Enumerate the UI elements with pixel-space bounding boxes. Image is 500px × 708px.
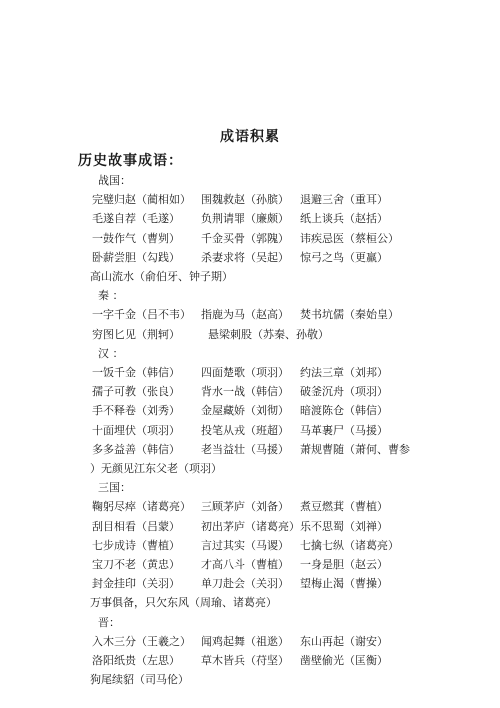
idiom-entry: 负荆请罪（廉颇） xyxy=(201,212,289,226)
idiom-entry: 封金挂印（关羽） xyxy=(92,577,180,591)
idiom-row xyxy=(0,555,500,574)
idiom-entry: 背水一战（韩信） xyxy=(201,385,289,399)
idiom-entry: 万事俱备，只欠东风（周瑜、诸葛亮） xyxy=(90,596,277,610)
idiom-row xyxy=(0,670,500,689)
idiom-row xyxy=(0,267,500,286)
idiom-row xyxy=(0,325,500,344)
idiom-entry: 马革裹尸（马援） xyxy=(300,423,388,437)
idiom-row xyxy=(0,536,500,555)
idiom-entry: 悬梁刺股（苏秦、孙敬） xyxy=(208,327,329,341)
idiom-row xyxy=(0,363,500,382)
idiom-entry: 萧规曹随（萧何、曹参 xyxy=(300,442,410,456)
idiom-entry: 鞠躬尽瘁（诸葛亮） xyxy=(92,500,191,514)
idiom-entry: 初出茅庐（诸葛亮） xyxy=(201,519,300,533)
idiom-entry: 草木皆兵（苻坚） xyxy=(201,654,289,667)
idiom-entry: 穷图匕见（荆轲） xyxy=(92,327,180,341)
idiom-entry: 焚书坑儒（秦始皇） xyxy=(300,308,399,322)
idiom-entry: 孺子可教（张良） xyxy=(92,385,180,399)
idiom-entry: 破釜沉舟（项羽） xyxy=(300,385,388,399)
idiom-entry: 狗尾续貂（司马伦） xyxy=(90,673,189,687)
idiom-entry: 约法三章（刘邦） xyxy=(300,366,388,379)
idiom-row xyxy=(0,459,500,478)
idiom-entry: 东山再起（谢安） xyxy=(300,634,388,648)
idiom-row xyxy=(0,421,500,440)
idiom-entry: 暗渡陈仓（韩信） xyxy=(300,404,388,418)
idiom-entry: 退避三舍（重耳） xyxy=(300,193,388,207)
idiom-entry: 多多益善（韩信） xyxy=(92,442,180,456)
idiom-entry: 望梅止渴（曹操） xyxy=(300,577,388,591)
idiom-entry: 讳疾忌医（蔡桓公） xyxy=(300,231,399,245)
idiom-entry: 纸上谈兵（赵括） xyxy=(300,212,388,226)
idiom-entry: 指鹿为马（赵高） xyxy=(201,308,289,322)
idiom-entry: 高山流水（俞伯牙、钟子期） xyxy=(90,270,233,283)
idiom-entry: 千金买骨（郭隗） xyxy=(201,231,289,245)
idiom-row xyxy=(0,497,500,516)
idiom-entry: 入木三分（王羲之） xyxy=(92,634,191,648)
idiom-entry: 手不释卷（刘秀） xyxy=(92,404,180,418)
idiom-row xyxy=(0,209,500,228)
idiom-entry: 金屋藏娇（刘彻） xyxy=(201,404,289,418)
idiom-entry: 煮豆燃萁（曹植） xyxy=(300,500,388,514)
idiom-entry: ）无颜见江东父老（项羽） xyxy=(90,462,222,475)
idiom-entry: 一饭千金（韩信） xyxy=(92,366,180,379)
idiom-entry: 围魏救赵（孙膑） xyxy=(201,193,289,207)
idiom-entry: 完璧归赵（蔺相如） xyxy=(92,193,191,207)
idiom-entry: 惊弓之鸟（更羸） xyxy=(300,250,388,264)
idiom-row xyxy=(0,574,500,593)
era-label: 战国： xyxy=(98,174,131,187)
idiom-row xyxy=(0,651,500,670)
idiom-row xyxy=(0,440,500,459)
idiom-row xyxy=(0,248,500,267)
idiom-entry: 一鼓作气（曹刿） xyxy=(92,231,180,245)
idiom-entry: 十面埋伏（项羽） xyxy=(92,423,180,437)
idiom-entry: 七擒七纵（诸葛亮） xyxy=(300,538,399,552)
era-label: 三国： xyxy=(98,481,131,495)
idiom-entry: 乐不思蜀（刘禅） xyxy=(300,519,388,533)
idiom-entry: 一身是胆（赵云） xyxy=(300,558,388,571)
idiom-row xyxy=(0,305,500,324)
idiom-entry: 投笔从戎（班超） xyxy=(201,423,289,437)
idiom-row xyxy=(0,382,500,401)
idiom-row xyxy=(0,190,500,209)
idiom-row xyxy=(0,229,500,248)
idiom-row xyxy=(0,401,500,420)
section-heading: 历史故事成语： xyxy=(78,153,183,169)
idiom-entry: 三顾茅庐（刘备） xyxy=(201,500,289,514)
idiom-entry: 毛遂自荐（毛遂） xyxy=(92,212,180,226)
idiom-entry: 杀妻求将（吴起） xyxy=(201,250,289,264)
idiom-entry: 洛阳纸贵（左思） xyxy=(92,654,180,667)
idiom-row xyxy=(0,517,500,536)
idiom-row xyxy=(0,593,500,612)
era-label: 汉 ： xyxy=(98,346,124,360)
idiom-entry: 四面楚歌（项羽） xyxy=(201,366,289,379)
idiom-entry: 一字千金（吕不韦） xyxy=(92,308,191,322)
idiom-entry: 卧薪尝胆（勾践） xyxy=(92,250,180,264)
idiom-entry: 闻鸡起舞（祖逖） xyxy=(201,634,289,648)
page-title: 成语积累 xyxy=(220,129,280,145)
idiom-entry: 七步成诗（曹植） xyxy=(92,538,180,552)
idiom-row xyxy=(0,632,500,651)
idiom-entry: 单刀赴会（关羽） xyxy=(201,577,289,591)
era-label: 晋： xyxy=(98,615,120,629)
era-label: 秦 ： xyxy=(98,289,124,303)
idiom-entry: 凿壁偷光（匡衡） xyxy=(300,654,388,667)
idiom-entry: 言过其实（马谡） xyxy=(201,538,289,552)
idiom-entry: 才高八斗（曹植） xyxy=(201,558,289,571)
idiom-entry: 宝刀不老（黄忠） xyxy=(92,558,180,571)
idiom-entry: 刮目相看（吕蒙） xyxy=(92,519,180,533)
idiom-entry: 老当益壮（马援） xyxy=(201,442,289,456)
